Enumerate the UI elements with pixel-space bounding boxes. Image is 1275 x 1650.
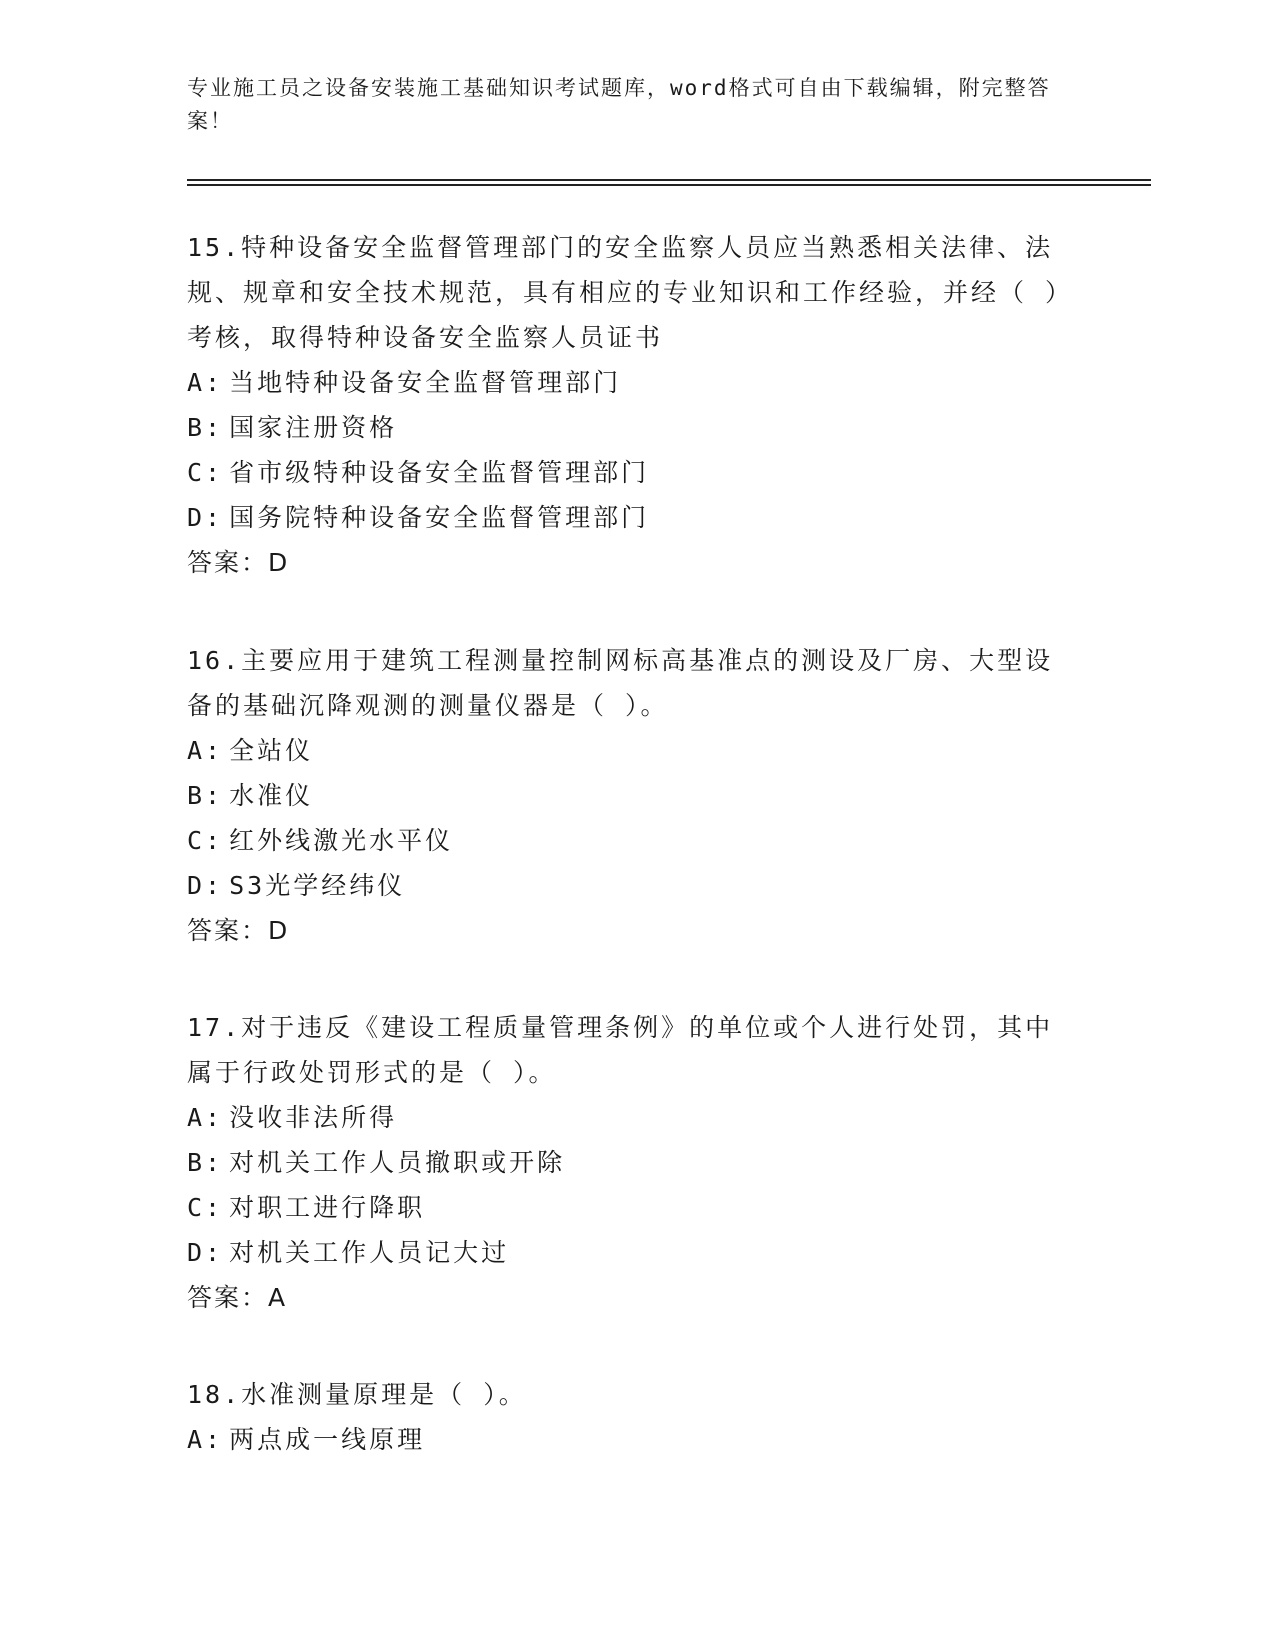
option-letter: D: [187,1238,224,1267]
option-a [187,360,1077,405]
question-17 [187,1005,1077,1320]
option-b [187,405,1077,450]
option-d [187,863,1077,908]
option-c [187,1185,1077,1230]
option-letter: C: [187,458,224,487]
question-15 [187,225,1077,585]
option-a [187,1417,1077,1462]
option-letter: B: [187,781,224,810]
option-letter: A: [187,368,224,397]
header-divider-bottom [187,184,1151,186]
answer: 答案：D [187,916,290,945]
option-letter: D: [187,871,224,900]
option-text: 全站仪 [229,736,314,765]
option-letter: C: [187,1193,224,1222]
option-text: 两点成一线原理 [229,1425,426,1454]
option-letter: A: [187,736,224,765]
question-stem: 17.对于违反《建设工程质量管理条例》的单位或个人进行处罚，其中属于行政处罚形式的是（ ）。 [187,1013,1054,1087]
question-stem: 16.主要应用于建筑工程测量控制网标高基准点的测设及厂房、大型设备的基础沉降观测的测量仪器是（ ）。 [187,646,1054,720]
option-letter: D: [187,503,224,532]
option-letter: A: [187,1103,224,1132]
header-divider-top [187,179,1151,181]
option-text: 水准仪 [229,781,314,810]
question-18 [187,1372,1077,1462]
option-text: 当地特种设备安全监督管理部门 [229,368,622,397]
option-text: 没收非法所得 [229,1103,398,1132]
option-text: 对机关工作人员记大过 [229,1238,510,1267]
option-a [187,728,1077,773]
answer: 答案：A [187,1283,288,1312]
option-text: 国家注册资格 [229,413,398,442]
option-text: 对机关工作人员撤职或开除 [229,1148,566,1177]
option-letter: B: [187,413,224,442]
option-text: 对职工进行降职 [229,1193,426,1222]
question-16 [187,638,1077,953]
option-a [187,1095,1077,1140]
option-text: 红外线激光水平仪 [229,826,454,855]
option-letter: B: [187,1148,224,1177]
option-letter: C: [187,826,224,855]
answer: 答案：D [187,548,290,577]
option-d [187,495,1077,540]
option-c [187,818,1077,863]
document-header: 专业施工员之设备安装施工基础知识考试题库，word格式可自由下载编辑，附完整答案！ [187,76,1051,133]
question-stem: 15.特种设备安全监督管理部门的安全监察人员应当熟悉相关法律、法规、规章和安全技术规范，具有相应的专业知识和工作经验，并经（ ）考核，取得特种设备安全监察人员证书 [187,233,1074,352]
option-text: 省市级特种设备安全监督管理部门 [229,458,650,487]
option-b [187,1140,1077,1185]
option-b [187,773,1077,818]
question-stem: 18.水准测量原理是（ ）。 [187,1380,527,1409]
option-c [187,450,1077,495]
option-text: 国务院特种设备安全监督管理部门 [229,503,650,532]
option-letter: A: [187,1425,224,1454]
option-text: S3光学经纬仪 [229,871,406,900]
option-d [187,1230,1077,1275]
